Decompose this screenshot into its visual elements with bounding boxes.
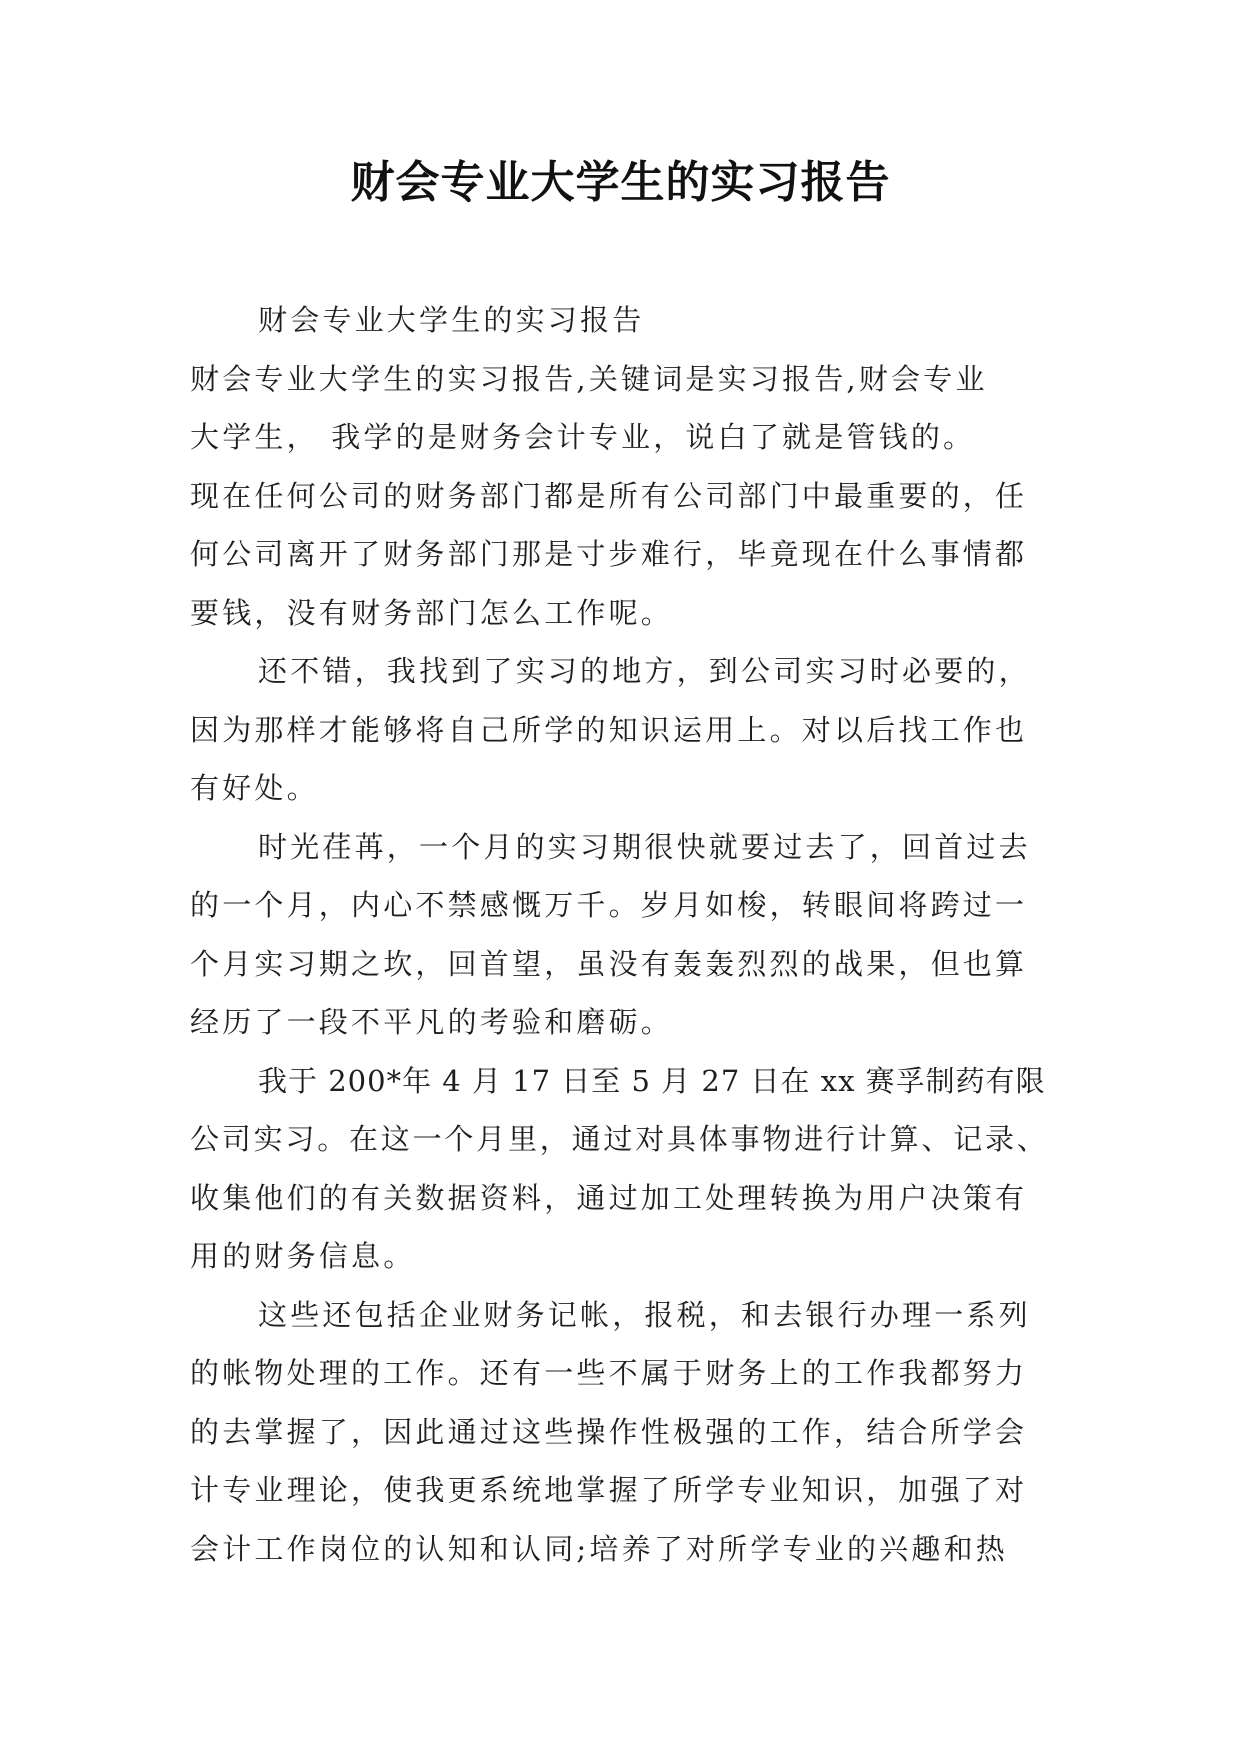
body-line: 公司实习。在这一个月里，通过对具体事物进行计算、记录、 — [190, 1122, 1049, 1156]
body-line: 的去掌握了，因此通过这些操作性极强的工作，结合所学会 — [190, 1414, 1028, 1449]
body-line: 要钱，没有财务部门怎么工作呢。 — [190, 595, 674, 630]
body-line: 的一个月，内心不禁感慨万千。岁月如梭，转眼间将跨过一 — [190, 888, 1028, 922]
document-title: 财会专业大学生的实习报告 — [350, 157, 891, 208]
body-line: 时光荏苒，一个月的实习期很快就要过去了，回首过去 — [258, 829, 1031, 864]
body-line: 经历了一段不平凡的考验和磨砺。 — [190, 1005, 674, 1039]
body-line: 用的财务信息。 — [190, 1239, 416, 1273]
body-line: 还不错，我找到了实习的地方，到公司实习时必要的， — [258, 654, 1031, 688]
body-line: 这些还包括企业财务记帐，报税，和去银行办理一系列 — [258, 1297, 1031, 1332]
body-line: 计专业理论，使我更系统地掌握了所学专业知识，加强了对 — [190, 1473, 1028, 1507]
document-body — [190, 291, 1050, 1578]
body-line: 收集他们的有关数据资料，通过加工处理转换为用户决策有 — [190, 1180, 1028, 1215]
body-line: 有好处。 — [190, 771, 319, 805]
body-line: 个月实习期之坎，回首望，虽没有轰轰烈烈的战果，但也算 — [190, 946, 1028, 981]
body-line: 财会专业大学生的实习报告,关键词是实习报告,财会专业 — [190, 361, 988, 396]
body-line: 大学生， 我学的是财务会计专业，说白了就是管钱的。 — [190, 420, 976, 454]
body-line: 我于 200*年 4 月 17 日至 5 月 27 日在 xx 赛孚制药有限 — [258, 1063, 1046, 1098]
body-line: 会计工作岗位的认知和认同;培养了对所学专业的兴趣和热 — [190, 1531, 1008, 1566]
body-line: 现在任何公司的财务部门都是所有公司部门中最重要的，任 — [190, 478, 1028, 513]
body-line: 因为那样才能够将自己所学的知识运用上。对以后找工作也 — [190, 712, 1028, 747]
body-line: 何公司离开了财务部门那是寸步难行，毕竟现在什么事情都 — [190, 537, 1028, 571]
body-line: 的帐物处理的工作。还有一些不属于财务上的工作我都努力 — [190, 1356, 1028, 1390]
body-line: 财会专业大学生的实习报告 — [258, 303, 645, 337]
